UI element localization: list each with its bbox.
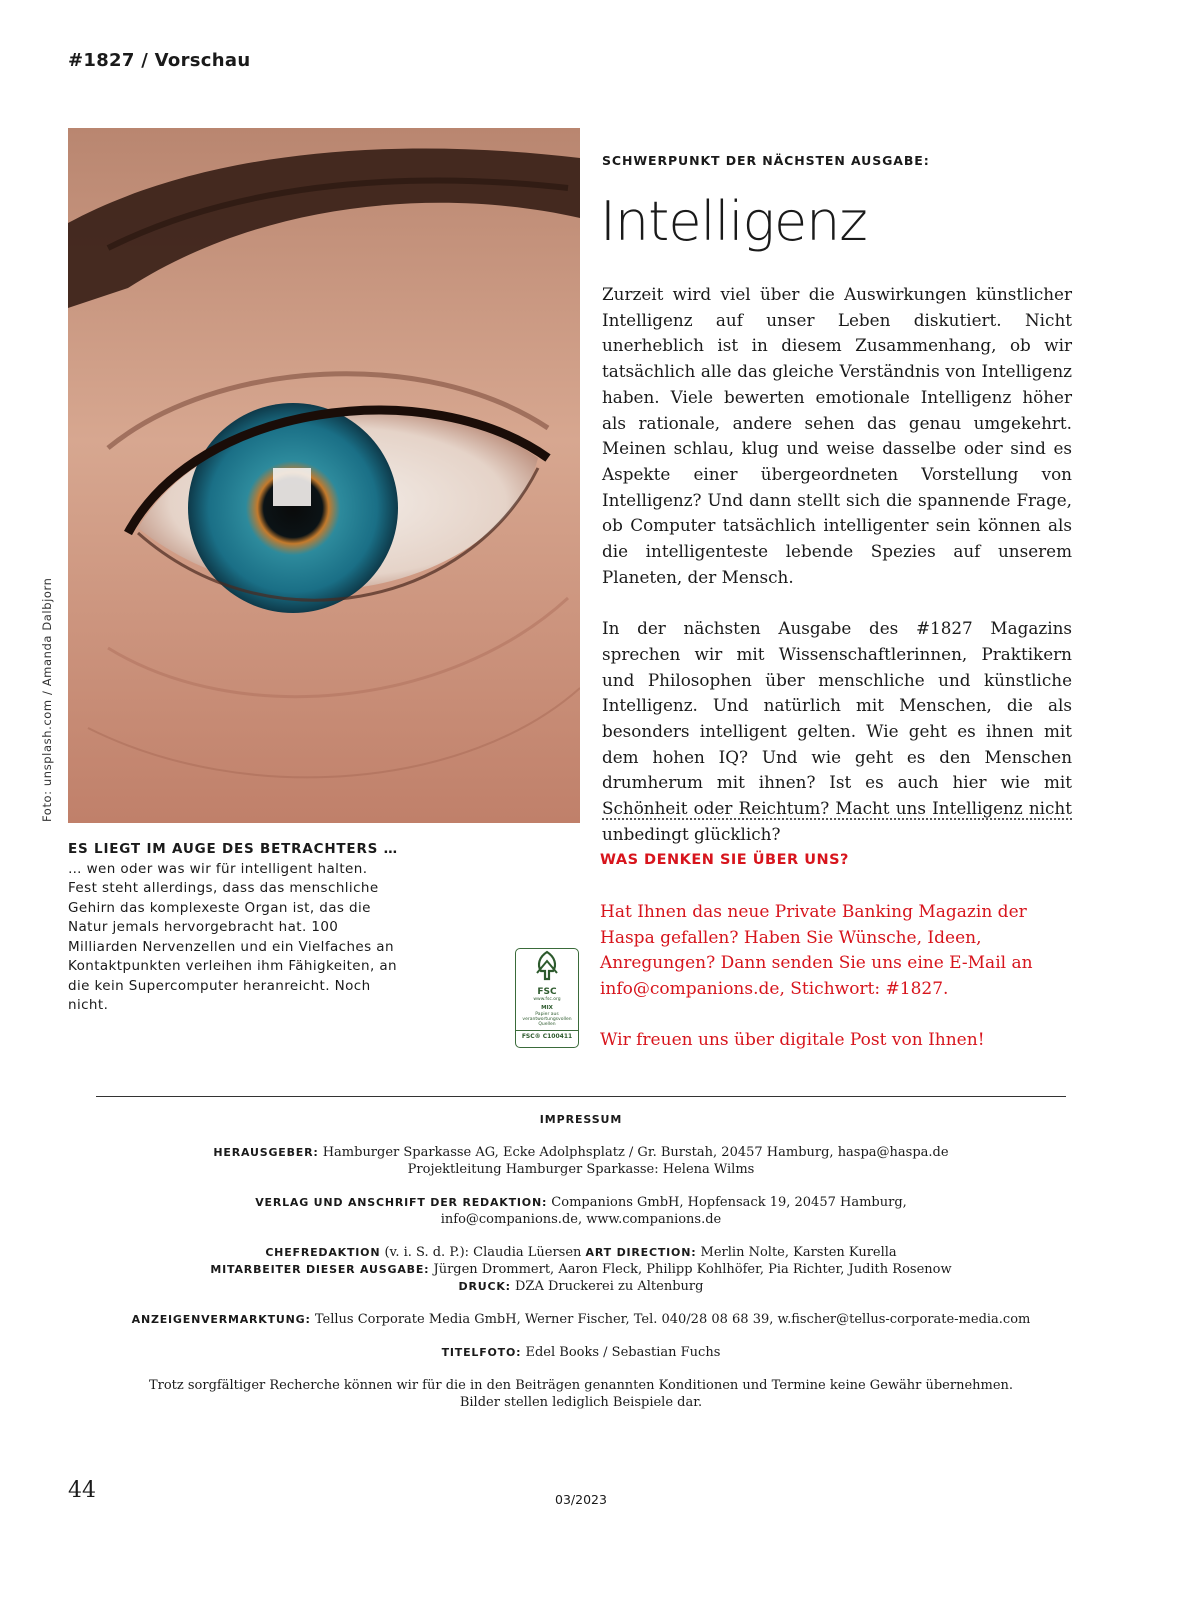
titelfoto-value: Edel Books / Sebastian Fuchs xyxy=(525,1345,721,1360)
caption-text: … wen oder was wir für intelligent halten. Fest steht allerdings, dass das menschliche Gehirn das komplexeste Organ ist, das die Natur jemals hervorgebracht hat. 100 Milliarden Nervenzellen und ein Vielfaches an Kontaktpunkten verleihen ihm Fähigkeiten, an die kein Supercomputer heranreicht. Noch nicht. xyxy=(68,860,397,1013)
impressum-titelfoto xyxy=(96,1344,1066,1361)
anzeigen-label: ANZEIGENVERMARKTUNG: xyxy=(131,1313,311,1326)
druck-label: DRUCK: xyxy=(458,1280,511,1293)
fsc-url: www.fsc.org xyxy=(533,997,561,1002)
mitarbeiter-label: MITARBEITER DIESER AUSGABE: xyxy=(210,1263,430,1276)
impressum-anzeigen xyxy=(96,1311,1066,1328)
impressum-disclaimer xyxy=(96,1377,1066,1411)
article-paragraph: Zurzeit wird viel über die Auswirkungen künstlicher Intelligenz auf unser Leben diskutiert. Nicht unerheblich ist in diesem Zusammenhang, ob wir tatsächlich alle das gleiche Verständnis von Intelligenz haben. Viele bewerten emotionale Intelligenz höher als rationale, andere sehen das genau umgekehrt. Meinen schlau, klug und weise dasselbe oder sind es Aspekte einer übergeordneten Vorstellung von Intelligenz? Und dann stellt sich die spannende Frage, ob Computer tatsächlich intelligenter sein können als die intelligenteste lebende Spezies auf unserem Planeten, der Mensch. xyxy=(602,284,1072,587)
chef-label: CHEFREDAKTION xyxy=(265,1246,381,1259)
disclaimer-line: Bilder stellen lediglich Beispiele dar. xyxy=(459,1395,703,1410)
dotted-divider xyxy=(602,818,1072,820)
impressum-title: IMPRESSUM xyxy=(539,1113,623,1126)
art-label: ART DIRECTION: xyxy=(585,1246,697,1259)
feedback-text: Hat Ihnen das neue Private Banking Magazin der Haspa gefallen? Haben Sie Wünsche, Ideen, Anregungen? Dann senden Sie uns eine E-Mail an info@companions.de, Stichwort: #1827. xyxy=(600,902,1033,999)
disclaimer-line: Trotz sorgfältiger Recherche können wir für die in den Beiträgen genannten Konditionen und Termine keine Gewähr übernehmen. xyxy=(148,1378,1014,1393)
issue-date: 03/2023 xyxy=(555,1492,607,1507)
fsc-code: FSC® C100411 xyxy=(516,1030,578,1040)
photo-credit: Foto: unsplash.com / Amanda Dalbjorn xyxy=(40,577,54,822)
herausgeber-value: Hamburger Sparkasse AG, Ecke Adolphsplatz / Gr. Burstah, 20457 Hamburg, haspa@haspa.de xyxy=(322,1145,949,1160)
feedback-body xyxy=(600,900,1072,1053)
impressum-herausgeber xyxy=(96,1144,1066,1178)
mitarbeiter-value: Jürgen Drommert, Aaron Fleck, Philipp Kohlhöfer, Pia Richter, Judith Rosenow xyxy=(433,1262,952,1277)
druck-value: DZA Druckerei zu Altenburg xyxy=(515,1279,704,1294)
eye-illustration xyxy=(68,128,580,823)
fsc-name: FSC xyxy=(537,987,557,997)
verlag-value: Companions GmbH, Hopfensack 19, 20457 Hamburg, xyxy=(551,1195,907,1210)
caption-title: ES LIEGT IM AUGE DES BETRACHTERS … xyxy=(68,841,398,857)
fsc-logo xyxy=(515,948,579,1048)
article-headline: Intelligenz xyxy=(600,190,867,253)
chef-value: (v. i. S. d. P.): Claudia Lüersen xyxy=(384,1245,582,1260)
section-header: #1827 / Vorschau xyxy=(68,50,251,71)
anzeigen-value: Tellus Corporate Media GmbH, Werner Fischer, Tel. 040/28 08 68 39, w.fischer@tellus-corporate-media.com xyxy=(314,1312,1031,1327)
herausgeber-label: HERAUSGEBER: xyxy=(213,1146,319,1159)
page-number: 44 xyxy=(68,1478,96,1503)
art-value: Merlin Nolte, Karsten Kurella xyxy=(700,1245,897,1260)
verlag-label: VERLAG UND ANSCHRIFT DER REDAKTION: xyxy=(255,1196,548,1209)
photo-caption xyxy=(68,840,398,1016)
impressum xyxy=(96,1111,1066,1411)
titelfoto-label: TITELFOTO: xyxy=(441,1346,522,1359)
article-kicker: SCHWERPUNKT DER NÄCHSTEN AUSGABE: xyxy=(602,153,930,168)
eye-photo xyxy=(68,128,580,823)
fsc-tree-icon xyxy=(527,949,567,983)
impressum-staff xyxy=(96,1244,1066,1295)
feedback-title: WAS DENKEN SIE ÜBER UNS? xyxy=(600,852,849,868)
impressum-divider xyxy=(96,1096,1066,1097)
article-body xyxy=(602,282,1072,847)
fsc-mix: MIX xyxy=(541,1005,553,1011)
article-paragraph: In der nächsten Ausgabe des #1827 Magazins sprechen wir mit Wissenschaftlerinnen, Praktikern und Philosophen über menschliche und künstliche Intelligenz. Und natürlich mit Menschen, die als besonders intelligent gelten. Wie geht es ihnen mit dem hohen IQ? Und wie geht es den Menschen drumherum mit ihnen? Ist es auch hier wie mit Schönheit oder Reichtum? Macht uns Intelligenz nicht unbedingt glücklich? xyxy=(602,618,1072,844)
verlag-web: info@companions.de, www.companions.de xyxy=(440,1212,722,1227)
projektleitung: Projektleitung Hamburger Sparkasse: Helena Wilms xyxy=(407,1162,755,1177)
feedback-closing: Wir freuen uns über digitale Post von Ihnen! xyxy=(600,1029,985,1050)
fsc-desc: Papier aus verantwortungsvollen Quellen xyxy=(522,1012,572,1027)
impressum-verlag xyxy=(96,1194,1066,1228)
